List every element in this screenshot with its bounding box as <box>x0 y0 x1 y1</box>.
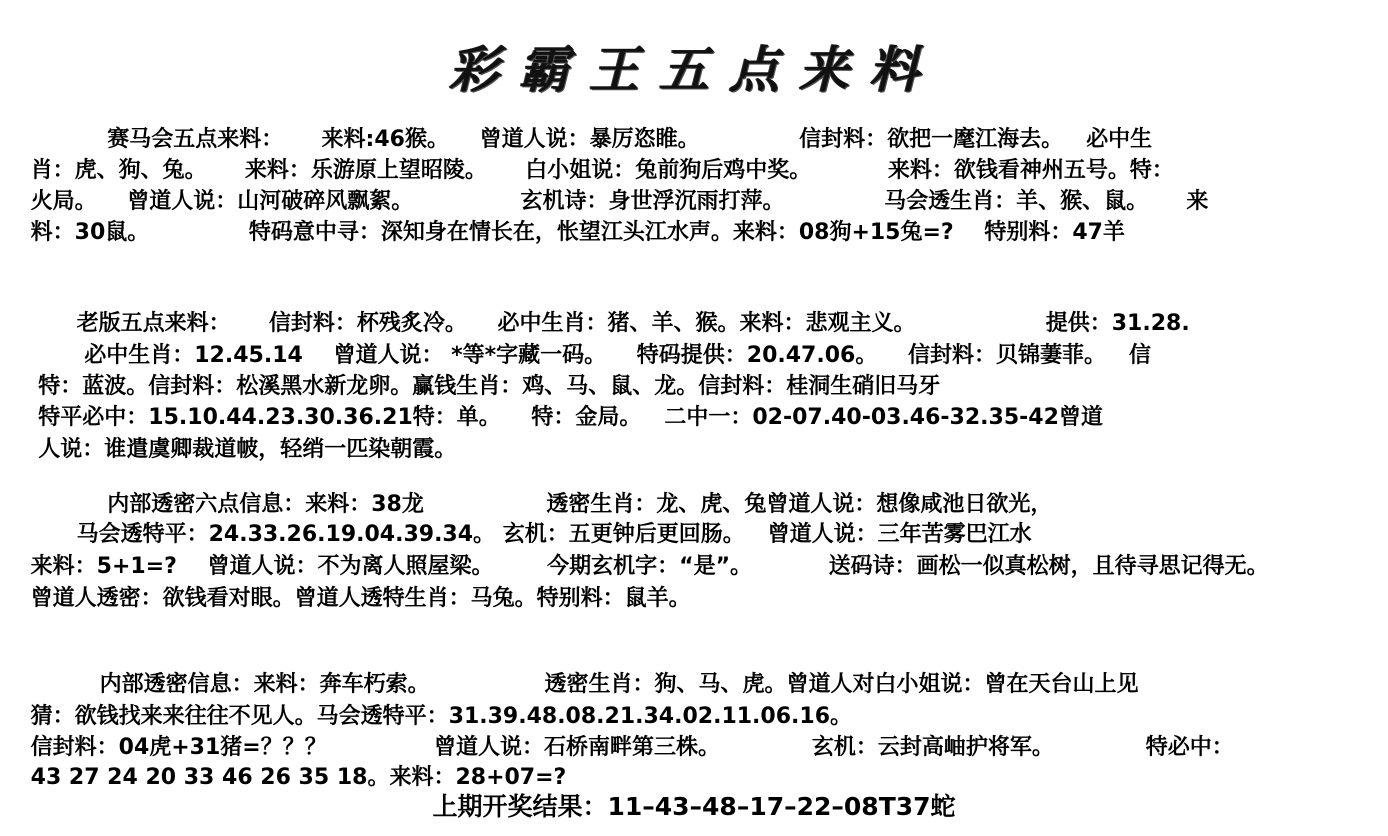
section-1-line-1: 赛马会五点来料： 来料:46猴。 曾道人说：暴厉恣睢。 信封料：欲把一麾江海去。 必中生 <box>0 127 1153 152</box>
section-2-line-5: 人说：谁遣虞卿裁道帔，轻绡一匹染朝霞。 <box>0 437 457 462</box>
section-2-line-4: 特平必中：15.10.44.23.30.36.21特：单。 特：金局。 二中一：02-07.40-03.46-32.35-42曾道 <box>0 405 1103 430</box>
section-4-line-3: 信封料：04虎+31猪=？？？ 曾道人说：石桥南畔第三株。 玄机：云封高岫护将军。 特必中： <box>0 735 1234 760</box>
section-4-line-1: 内部透密信息：来料：奔车朽索。 透密生肖：狗、马、虎。曾道人对白小姐说：曾在天台山上见 <box>0 672 1139 697</box>
section-3-line-4: 曾道人透密：欲钱看对眼。曾道人透特生肖：马兔。特别料：鼠羊。 <box>0 586 691 611</box>
section-3-line-1: 内部透密六点信息：来料：38龙 透密生肖：龙、虎、兔曾道人说：想像咸池日欲光， <box>0 492 1053 517</box>
section-1-line-3: 火局。 曾道人说：山河破碎风飘絮。 玄机诗：身世浮沉雨打萍。 马会透生肖：羊、猴、鼠。 来 <box>0 189 1209 214</box>
section-3-line-3: 来料：5+1=? 曾道人说：不为离人照屋梁。 今期玄机字：“是”。 送码诗：画松一似真松树，且待寻思记得无。 <box>0 554 1269 579</box>
section-2-line-3: 特：蓝波。信封料：松溪黑水新龙卵。赢钱生肖：鸡、马、鼠、龙。信封料：桂洞生硝旧马牙 <box>0 374 941 399</box>
section-1-line-4: 料：30鼠。 特码意中寻：深知身在情长在，怅望江头江水声。来料：08狗+15兔=? 特别料：47羊 <box>0 220 1125 245</box>
section-1-line-2: 肖：虎、狗、兔。 来料：乐游原上望昭陵。 白小姐说：兔前狗后鸡中奖。 来料：欲钱看神州五号。特： <box>0 158 1174 183</box>
section-4-line-4: 43 27 24 20 33 46 26 35 18。来料：28+07=? <box>0 765 567 790</box>
previous-draw-result: 上期开奖结果：11–43–48–17–22–08T37蛇 <box>432 792 956 821</box>
section-2-line-2: 必中生肖：12.45.14 曾道人说： *等*字藏一码。 特码提供：20.47.06。 信封料：贝锦萋菲。 信 <box>0 343 1151 368</box>
page-title: 彩霸王五点来料 <box>449 40 939 99</box>
section-3-line-2: 马会透特平：24.33.26.19.04.39.34。 玄机：五更钟后更回肠。 曾道人说：三年苦雾巴江水 <box>0 522 1032 547</box>
section-4-line-2: 猜：欲钱找来来往往不见人。马会透特平：31.39.48.08.21.34.02.11.06.16。 <box>0 704 853 729</box>
section-2-line-1: 老版五点来料： 信封料：杯残炙冷。 必中生肖：猪、羊、猴。来料：悲观主义。 提供：31.28. <box>0 311 1190 336</box>
